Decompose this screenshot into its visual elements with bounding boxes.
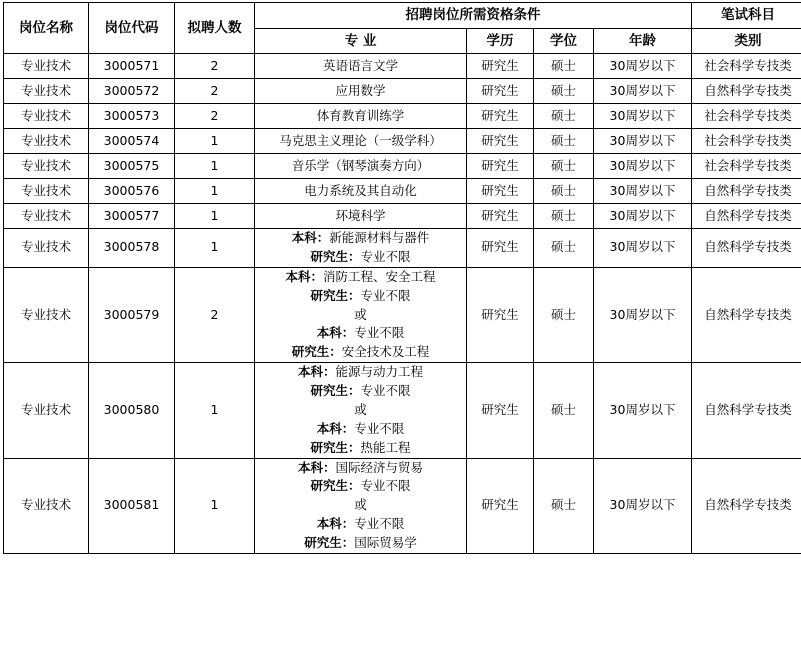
cell-planned-hires: 2 (175, 54, 255, 79)
header-age: 年龄 (594, 29, 692, 54)
table-header (4, 3, 801, 54)
cell-planned-hires: 1 (175, 129, 255, 154)
table-row (4, 204, 801, 229)
cell-degree: 硕士 (534, 104, 594, 129)
cell-position-code: 3000577 (89, 204, 175, 229)
header-exam-subject-group: 笔试科目 (692, 3, 801, 29)
cell-planned-hires: 2 (175, 79, 255, 104)
major-line: 研究生：专业不限 (255, 248, 466, 267)
cell-education: 研究生 (467, 104, 534, 129)
cell-exam-category: 社会科学专技类 (692, 54, 801, 79)
cell-major (255, 267, 467, 362)
major-line: 或 (255, 401, 466, 420)
cell-position-code: 3000581 (89, 458, 175, 553)
major-line: 或 (255, 496, 466, 515)
cell-exam-category: 自然科学专技类 (692, 204, 801, 229)
major-line: 本科：新能源材料与器件 (255, 229, 466, 248)
cell-degree: 硕士 (534, 129, 594, 154)
cell-education: 研究生 (467, 79, 534, 104)
cell-education: 研究生 (467, 458, 534, 553)
cell-position-name: 专业技术 (4, 79, 89, 104)
major-line: 本科：国际经济与贸易 (255, 459, 466, 478)
cell-degree: 硕士 (534, 154, 594, 179)
recruitment-positions-table (3, 2, 801, 554)
cell-position-code: 3000580 (89, 363, 175, 458)
cell-education: 研究生 (467, 54, 534, 79)
cell-degree: 硕士 (534, 204, 594, 229)
cell-age: 30周岁以下 (594, 204, 692, 229)
cell-education: 研究生 (467, 204, 534, 229)
cell-education: 研究生 (467, 363, 534, 458)
cell-position-name: 专业技术 (4, 129, 89, 154)
cell-degree: 硕士 (534, 267, 594, 362)
table-row (4, 104, 801, 129)
cell-position-code: 3000573 (89, 104, 175, 129)
header-planned-hires: 拟聘人数 (175, 3, 255, 54)
cell-position-code: 3000578 (89, 229, 175, 268)
table-row (4, 54, 801, 79)
cell-age: 30周岁以下 (594, 267, 692, 362)
table-row (4, 179, 801, 204)
table-row (4, 458, 801, 553)
header-major: 专 业 (255, 29, 467, 54)
cell-exam-category: 自然科学专技类 (692, 267, 801, 362)
cell-position-name: 专业技术 (4, 363, 89, 458)
major-line: 本科：能源与动力工程 (255, 363, 466, 382)
cell-age: 30周岁以下 (594, 104, 692, 129)
cell-education: 研究生 (467, 267, 534, 362)
cell-education: 研究生 (467, 179, 534, 204)
cell-exam-category: 自然科学专技类 (692, 458, 801, 553)
cell-degree: 硕士 (534, 229, 594, 268)
cell-position-code: 3000575 (89, 154, 175, 179)
major-line: 研究生：专业不限 (255, 287, 466, 306)
cell-position-name: 专业技术 (4, 229, 89, 268)
cell-planned-hires: 2 (175, 104, 255, 129)
cell-major: 音乐学（钢琴演奏方向） (255, 154, 467, 179)
table-row (4, 129, 801, 154)
header-exam-category: 类别 (692, 29, 801, 54)
cell-major: 马克思主义理论（一级学科） (255, 129, 467, 154)
cell-age: 30周岁以下 (594, 458, 692, 553)
cell-planned-hires: 2 (175, 267, 255, 362)
cell-major: 环境科学 (255, 204, 467, 229)
document-sheet (0, 2, 801, 651)
table-row (4, 363, 801, 458)
cell-education: 研究生 (467, 129, 534, 154)
cell-position-name: 专业技术 (4, 179, 89, 204)
cell-major (255, 229, 467, 268)
cell-exam-category: 社会科学专技类 (692, 104, 801, 129)
header-education: 学历 (467, 29, 534, 54)
cell-degree: 硕士 (534, 54, 594, 79)
cell-degree: 硕士 (534, 179, 594, 204)
major-line: 研究生：国际贸易学 (255, 534, 466, 553)
cell-position-name: 专业技术 (4, 104, 89, 129)
table-row (4, 229, 801, 268)
cell-exam-category: 社会科学专技类 (692, 129, 801, 154)
cell-position-code: 3000576 (89, 179, 175, 204)
cell-education: 研究生 (467, 154, 534, 179)
cell-major: 体育教育训练学 (255, 104, 467, 129)
major-line: 研究生：专业不限 (255, 477, 466, 496)
cell-position-code: 3000572 (89, 79, 175, 104)
cell-age: 30周岁以下 (594, 54, 692, 79)
table-body (4, 54, 801, 554)
cell-age: 30周岁以下 (594, 129, 692, 154)
cell-degree: 硕士 (534, 458, 594, 553)
cell-position-code: 3000574 (89, 129, 175, 154)
table-row (4, 79, 801, 104)
cell-age: 30周岁以下 (594, 179, 692, 204)
cell-major (255, 458, 467, 553)
major-line: 本科：专业不限 (255, 515, 466, 534)
cell-education: 研究生 (467, 229, 534, 268)
header-row-top (4, 3, 801, 29)
cell-age: 30周岁以下 (594, 79, 692, 104)
cell-degree: 硕士 (534, 363, 594, 458)
cell-planned-hires: 1 (175, 229, 255, 268)
cell-position-name: 专业技术 (4, 204, 89, 229)
cell-planned-hires: 1 (175, 179, 255, 204)
cell-planned-hires: 1 (175, 204, 255, 229)
major-line: 研究生：安全技术及工程 (255, 343, 466, 362)
cell-age: 30周岁以下 (594, 363, 692, 458)
major-line: 本科：专业不限 (255, 420, 466, 439)
major-line: 或 (255, 306, 466, 325)
cell-planned-hires: 1 (175, 458, 255, 553)
cell-exam-category: 社会科学专技类 (692, 154, 801, 179)
cell-position-name: 专业技术 (4, 154, 89, 179)
major-line: 研究生：热能工程 (255, 439, 466, 458)
cell-major: 电力系统及其自动化 (255, 179, 467, 204)
header-position-code: 岗位代码 (89, 3, 175, 54)
table-row (4, 267, 801, 362)
table-row (4, 154, 801, 179)
cell-age: 30周岁以下 (594, 154, 692, 179)
cell-degree: 硕士 (534, 79, 594, 104)
header-qualification-group: 招聘岗位所需资格条件 (255, 3, 692, 29)
cell-position-name: 专业技术 (4, 267, 89, 362)
cell-exam-category: 自然科学专技类 (692, 363, 801, 458)
cell-planned-hires: 1 (175, 363, 255, 458)
cell-major: 应用数学 (255, 79, 467, 104)
major-line: 本科：消防工程、安全工程 (255, 268, 466, 287)
cell-age: 30周岁以下 (594, 229, 692, 268)
cell-position-code: 3000571 (89, 54, 175, 79)
header-degree: 学位 (534, 29, 594, 54)
cell-position-name: 专业技术 (4, 54, 89, 79)
major-line: 研究生：专业不限 (255, 382, 466, 401)
cell-position-name: 专业技术 (4, 458, 89, 553)
cell-major (255, 363, 467, 458)
cell-position-code: 3000579 (89, 267, 175, 362)
cell-planned-hires: 1 (175, 154, 255, 179)
major-line: 本科：专业不限 (255, 324, 466, 343)
cell-exam-category: 自然科学专技类 (692, 229, 801, 268)
cell-major: 英语语言文学 (255, 54, 467, 79)
cell-exam-category: 自然科学专技类 (692, 179, 801, 204)
header-position-name: 岗位名称 (4, 3, 89, 54)
cell-exam-category: 自然科学专技类 (692, 79, 801, 104)
